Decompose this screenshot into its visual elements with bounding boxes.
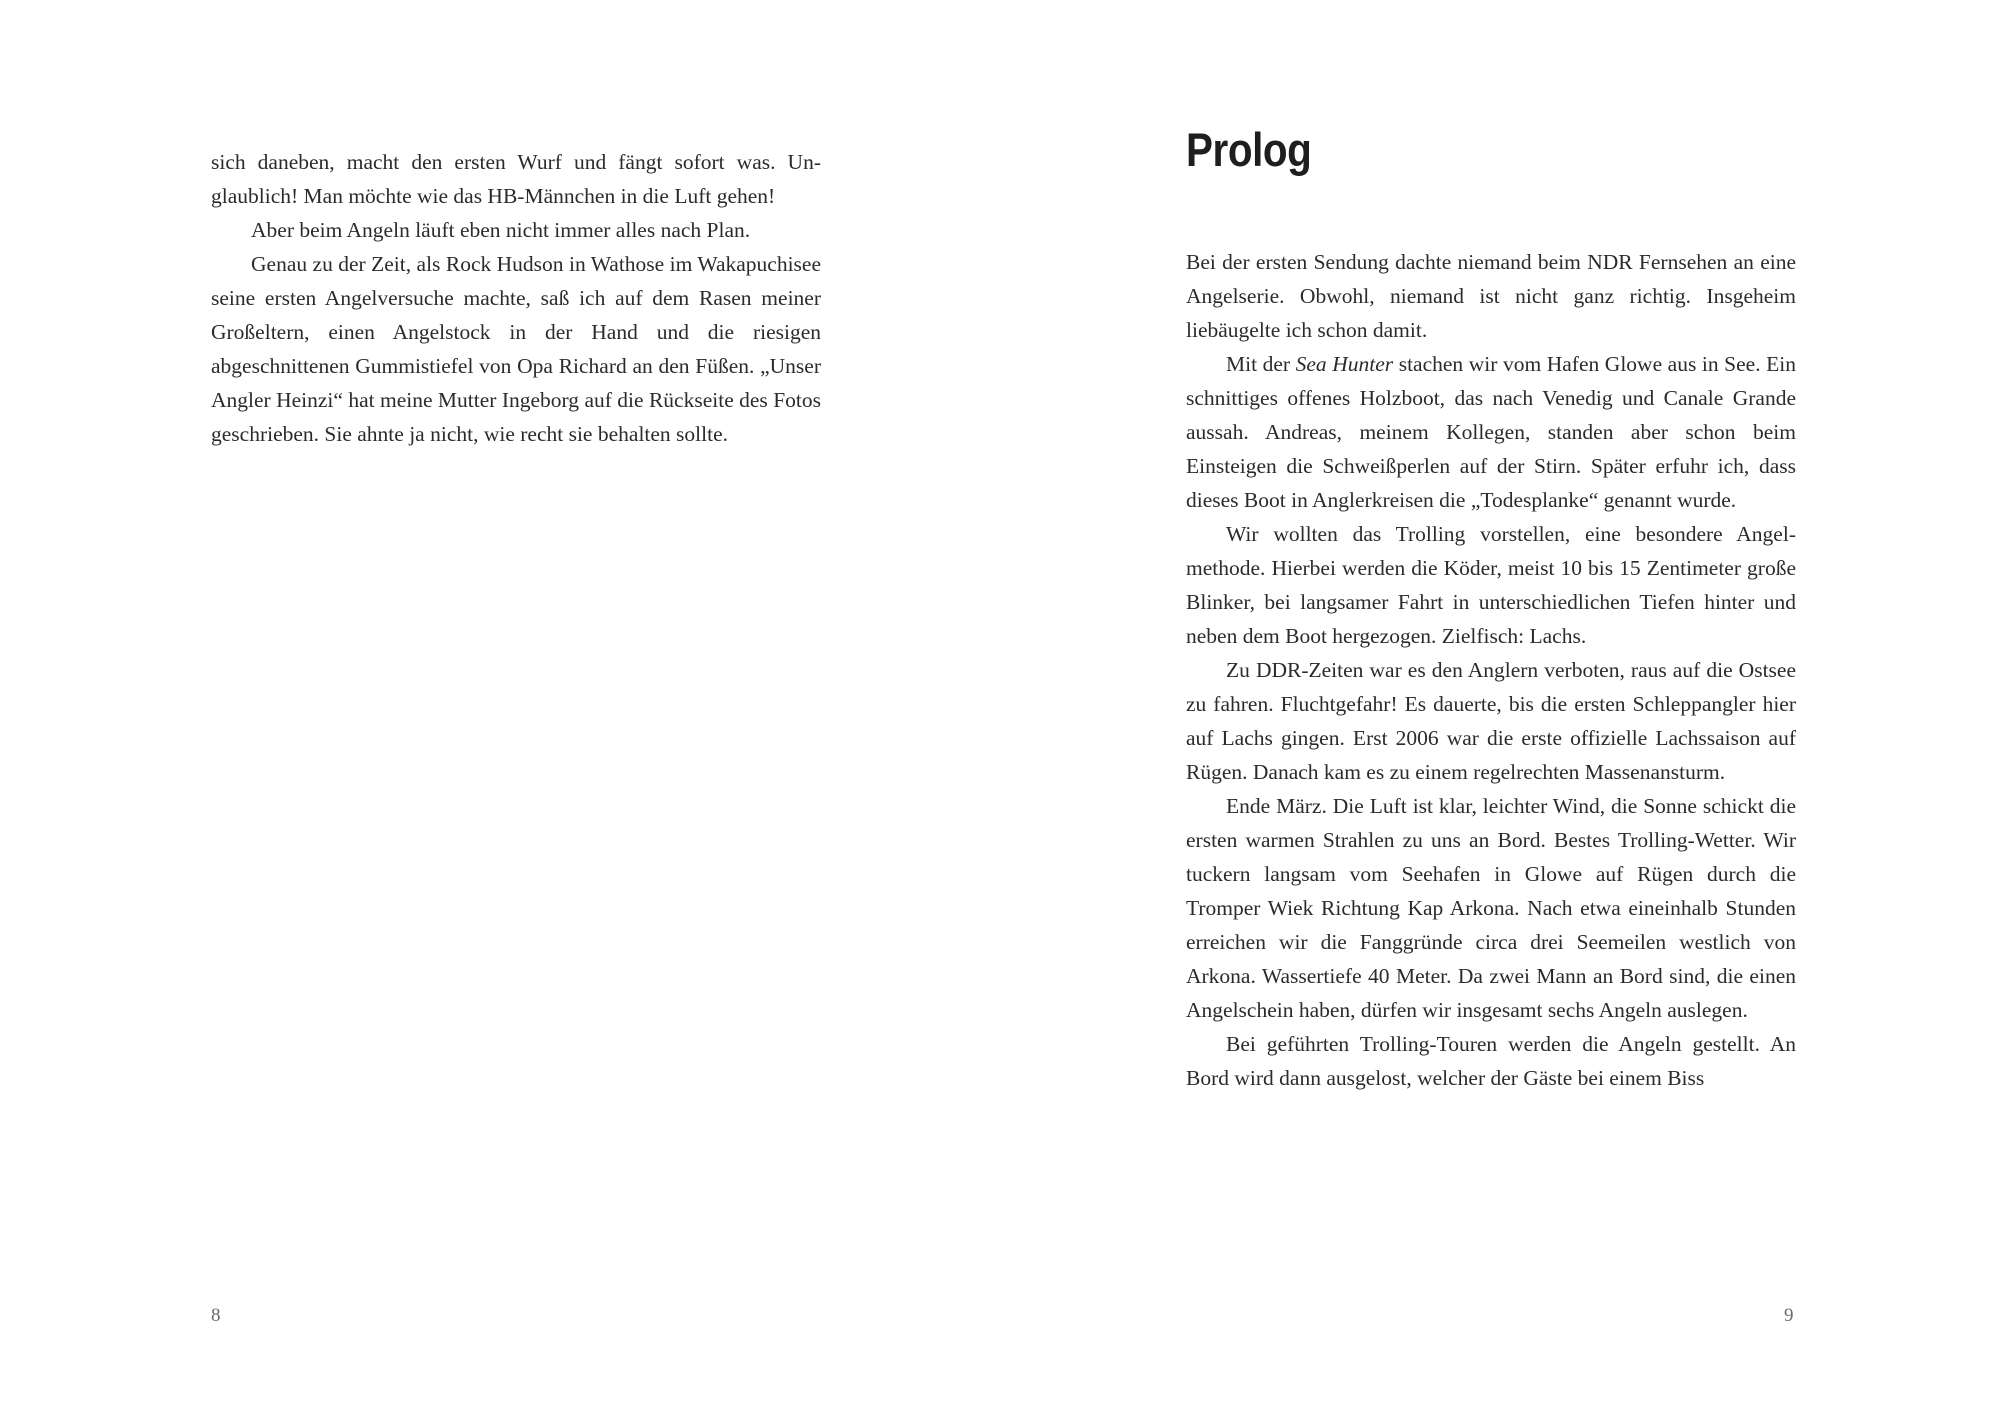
paragraph: Wir wollten das Trolling vorstellen, eine besondere Angelmethode. Hierbei werden die Köder, meist 10 bis 15 Zentimeter große Blinker, bei langsamer Fahrt in unterschiedlichen Tiefen hinter und neben dem Boot hergezogen. Zielfisch: Lachs. (1186, 522, 1796, 648)
paragraph-boat-rest: stachen wir vom Hafen Glowe aus in See. (1393, 352, 1761, 376)
left-page-text (211, 145, 821, 451)
paragraph: Genau zu der Zeit, als Rock Hudson in Wathose im Wakapuchisee seine ersten Angelversuche machte, saß ich auf dem Rasen meiner Großeltern, einen Angelstock in der Hand und die riesigen abgeschnittenen Gummistiefel von Opa Richard an den Füßen. „Unser Angler Heinzi“ hat meine Mutter Ingeborg auf die Rückseite des Fotos geschrieben. Sie ahnte ja nicht, wie recht sie behalten sollte. (211, 252, 821, 446)
page-number: 9 (1784, 1305, 1794, 1326)
right-page-text (1186, 245, 1796, 1095)
page-number: 8 (211, 1305, 221, 1326)
paragraph: Bei der ersten Sendung dachte niemand beim NDR Fernsehen an eine Angelserie. Obwohl, niemand ist nicht ganz richtig. Insgeheim liebäugelte ich schon damit. (1186, 250, 1796, 342)
paragraph: Ende März. Die Luft ist klar, leichter Wind, die Sonne schickt die ersten warmen Strahlen zu uns an Bord. Bestes Trolling-Wetter. Wir tuckern langsam vom Seehafen in Glowe auf Rügen durch die Tromper Wiek Richtung Kap Arkona. Nach etwa eineinhalb Stunden erreichen wir die Fanggründe circa drei Seemeilen westlich von Arkona. Wassertiefe 40 Meter. Da zwei Mann an Bord sind, die einen Angelschein haben, dürfen wir insgesamt sechs Angeln auslegen. (1186, 794, 1796, 1022)
paragraph: sich daneben, macht den ersten Wurf und fängt sofort was. Unglaublich! Man möchte wie das HB-Männchen in die Luft gehen! (211, 150, 821, 208)
paragraph-boat-continuation: Ein schnittiges offenes Holzboot, das nach Venedig und Canale Grande aussah. Andreas, meinem Kollegen, standen aber schon beim Einsteigen die Schweißperlen auf der Stirn. Später erfuhr ich, dass dieses Boot in Anglerkreisen die „Todesplanke“ genannt wurde. (1186, 352, 1797, 512)
paragraph: Bei geführten Trolling-Touren werden die Angeln gestellt. An Bord wird dann ausgelost, welcher der Gäste bei einem Biss (1186, 1032, 1796, 1090)
paragraph-boat-intro: Mit der (1226, 352, 1296, 376)
paragraph: Zu DDR-Zeiten war es den Anglern verboten, raus auf die Ostsee zu fahren. Fluchtgefahr! Es dauerte, bis die ersten Schleppangler hier auf Lachs gingen. Erst 2006 war die erste offizielle Lachssaison auf Rügen. Danach kam es zu einem regelrechten Massenansturm. (1186, 658, 1796, 784)
boat-name: Sea Hunter (1295, 352, 1394, 376)
right-page (1000, 0, 2000, 1414)
chapter-title: Prolog (1186, 123, 1312, 176)
paragraph-boat (1186, 347, 1796, 517)
paragraph: Aber beim Angeln läuft eben nicht immer alles nach Plan. (251, 218, 751, 242)
